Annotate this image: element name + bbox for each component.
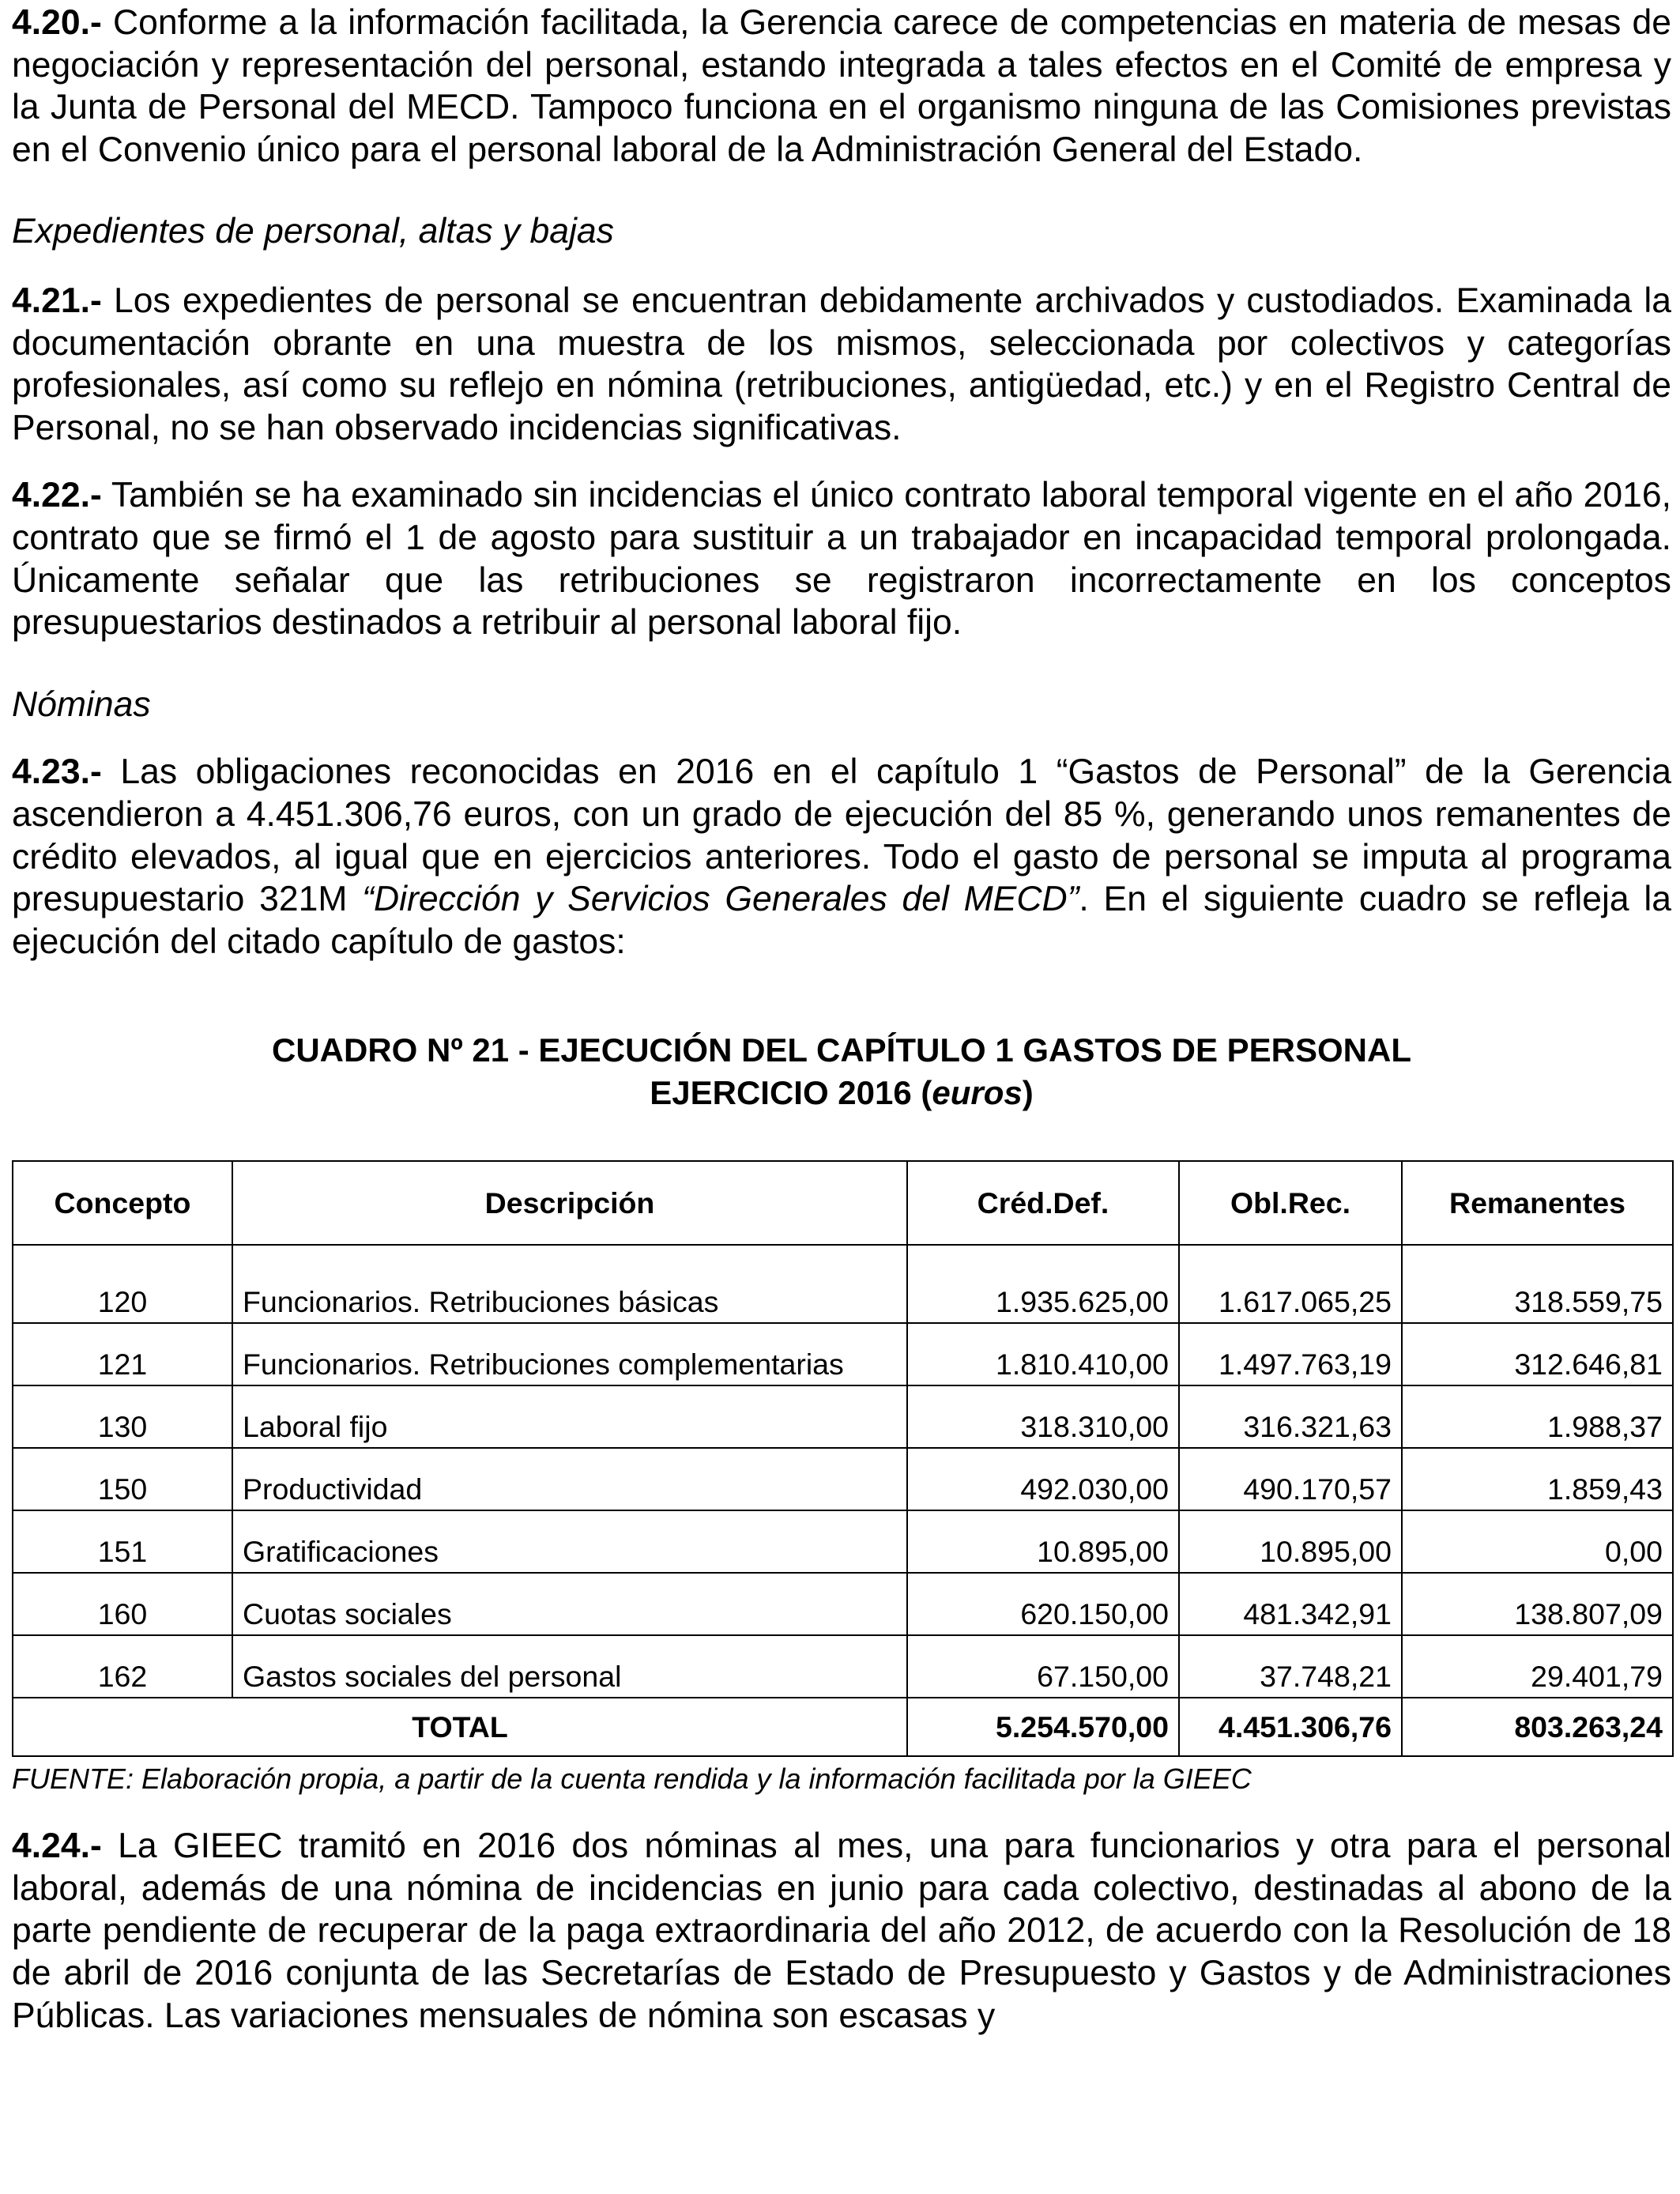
table-title: [12, 1029, 1671, 1114]
paragraph-4-22: [12, 474, 1671, 643]
cell-concepto: 121: [13, 1323, 232, 1385]
cell-descripcion: Cuotas sociales: [232, 1573, 907, 1635]
paragraph-text-end: . En el siguiente cuadro se refleja la ejecución del citado capítulo de gastos:: [12, 880, 1671, 961]
table-row: [13, 1323, 1673, 1385]
cell-descripcion: Gratificaciones: [232, 1510, 907, 1573]
program-name: “Dirección y Servicios Generales del MECD”: [362, 880, 1079, 919]
cell-obl-rec: 1.497.763,19: [1179, 1323, 1402, 1385]
paragraph-text: La GIEEC tramitó en 2016 dos nóminas al mes, una para funcionarios y otra para el personal laboral, además de una nómina de incidencias en junio para cada colectivo, destinadas al abono de la parte pendiente de recuperar de la paga extraordinaria del año 2012, de acuerdo con la Resolución de 18 de abril de 2016 conjunta de las Secretarías de Estado de Presupuesto y Gastos y de Administraciones Públicas. Las variaciones mensuales de nómina son escasas y: [12, 1826, 1671, 2035]
section-heading-nominas: Nóminas: [12, 684, 151, 724]
cell-descripcion: Funcionarios. Retribuciones básicas: [232, 1245, 907, 1323]
header-concepto: Concepto: [13, 1161, 232, 1245]
table-title-line-1: CUADRO Nº 21 - EJECUCIÓN DEL CAPÍTULO 1 GASTOS DE PERSONAL: [272, 1031, 1411, 1069]
cell-obl-rec: 481.342,91: [1179, 1573, 1402, 1635]
table-title-line-2: EJERCICIO 2016 (euros): [650, 1074, 1034, 1112]
cell-concepto: 120: [13, 1245, 232, 1323]
table-row: [13, 1245, 1673, 1323]
total-label: TOTAL: [13, 1698, 907, 1756]
paragraph-number: 4.22.-: [12, 476, 102, 515]
cell-descripcion: Gastos sociales del personal: [232, 1635, 907, 1698]
cell-remanentes: 312.646,81: [1402, 1323, 1673, 1385]
cell-cred-def: 492.030,00: [907, 1448, 1179, 1510]
cell-remanentes: 318.559,75: [1402, 1245, 1673, 1323]
table-row: [13, 1385, 1673, 1448]
table-row: [13, 1635, 1673, 1698]
total-remanentes: 803.263,24: [1402, 1698, 1673, 1756]
header-descripcion: Descripción: [232, 1161, 907, 1245]
cell-concepto: 150: [13, 1448, 232, 1510]
table-source-note: FUENTE: Elaboración propia, a partir de la cuenta rendida y la información facilitada por la GIEEC: [12, 1762, 1252, 1796]
paragraph-text: Las obligaciones reconocidas en 2016 en el capítulo 1 “Gastos de Personal” de la Gerencia ascendieron a 4.451.306,76 euros, con un grado de ejecución del 85 %, generando unos remanentes de crédito elevados, al igual que en ejercicios anteriores. Todo el gasto de personal se imputa al programa presupuestario 321M: [12, 752, 1671, 919]
header-obl-rec: Obl.Rec.: [1179, 1161, 1402, 1245]
cell-obl-rec: 1.617.065,25: [1179, 1245, 1402, 1323]
cell-concepto: 130: [13, 1385, 232, 1448]
table-row: [13, 1573, 1673, 1635]
paragraph-4-24: [12, 1825, 1671, 2037]
paragraph-number: 4.23.-: [12, 752, 102, 792]
cell-cred-def: 67.150,00: [907, 1635, 1179, 1698]
cell-concepto: 151: [13, 1510, 232, 1573]
cell-obl-rec: 10.895,00: [1179, 1510, 1402, 1573]
cell-remanentes: 29.401,79: [1402, 1635, 1673, 1698]
cell-obl-rec: 490.170,57: [1179, 1448, 1402, 1510]
cell-cred-def: 1.935.625,00: [907, 1245, 1179, 1323]
cell-cred-def: 620.150,00: [907, 1573, 1179, 1635]
paragraph-number: 4.24.-: [12, 1826, 102, 1866]
document-page: [12, 0, 1671, 2037]
header-cred-def: Créd.Def.: [907, 1161, 1179, 1245]
cell-concepto: 160: [13, 1573, 232, 1635]
cell-cred-def: 318.310,00: [907, 1385, 1179, 1448]
paragraph-4-20: [12, 2, 1671, 171]
cell-descripcion: Funcionarios. Retribuciones complementarias: [232, 1323, 907, 1385]
paragraph-4-21: [12, 280, 1671, 449]
cell-remanentes: 0,00: [1402, 1510, 1673, 1573]
cell-remanentes: 138.807,09: [1402, 1573, 1673, 1635]
paragraph-text: Conforme a la información facilitada, la Gerencia carece de competencias en materia de mesas de negociación y representación del personal, estando integrada a tales efectos en el Comité de empresa y la Junta de Personal del MECD. Tampoco funciona en el organismo ninguna de las Comisiones previstas en el Convenio único para el personal laboral de la Administración General del Estado.: [12, 3, 1671, 169]
budget-execution-table: [12, 1160, 1674, 1757]
cell-remanentes: 1.988,37: [1402, 1385, 1673, 1448]
cell-obl-rec: 316.321,63: [1179, 1385, 1402, 1448]
total-cred-def: 5.254.570,00: [907, 1698, 1179, 1756]
cell-obl-rec: 37.748,21: [1179, 1635, 1402, 1698]
table-header-row: [13, 1161, 1673, 1245]
table-title-unit: euros: [932, 1074, 1023, 1112]
cell-descripcion: Productividad: [232, 1448, 907, 1510]
paragraph-text: Los expedientes de personal se encuentran debidamente archivados y custodiados. Examinada la documentación obrante en una muestra de los mismos, seleccionada por colectivos y categorías profesionales, así como su reflejo en nómina (retribuciones, antigüedad, etc.) y en el Registro Central de Personal, no se han observado incidencias significativas.: [12, 281, 1671, 447]
table-total-row: [13, 1698, 1673, 1756]
paragraph-text: También se ha examinado sin incidencias el único contrato laboral temporal vigente en el año 2016, contrato que se firmó el 1 de agosto para sustituir a un trabajador en incapacidad temporal prolongada. Únicamente señalar que las retribuciones se registraron incorrectamente en los conceptos presupuestarios destinados a retribuir al personal laboral fijo.: [12, 476, 1671, 643]
cell-cred-def: 1.810.410,00: [907, 1323, 1179, 1385]
cell-remanentes: 1.859,43: [1402, 1448, 1673, 1510]
header-remanentes: Remanentes: [1402, 1161, 1673, 1245]
cell-concepto: 162: [13, 1635, 232, 1698]
total-obl-rec: 4.451.306,76: [1179, 1698, 1402, 1756]
cell-descripcion: Laboral fijo: [232, 1385, 907, 1448]
section-heading-expedientes: Expedientes de personal, altas y bajas: [12, 212, 614, 251]
table-body: [13, 1245, 1673, 1698]
cell-cred-def: 10.895,00: [907, 1510, 1179, 1573]
paragraph-number: 4.21.-: [12, 281, 102, 320]
paragraph-number: 4.20.-: [12, 3, 102, 42]
table-row: [13, 1448, 1673, 1510]
table-row: [13, 1510, 1673, 1573]
paragraph-4-23: [12, 751, 1671, 963]
